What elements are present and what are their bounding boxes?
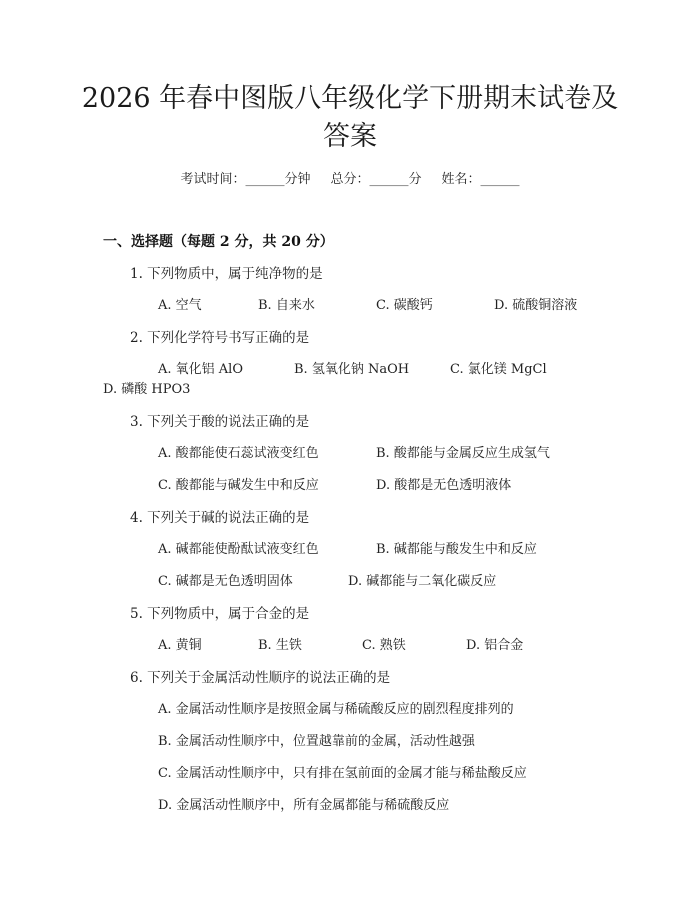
- q2-option-b: B. 氢氧化钠 NaOH: [294, 362, 410, 377]
- q4-option-d: D. 碱都能与二氧化碳反应: [348, 574, 497, 589]
- q3-option-b: B. 酸都能与金属反应生成氢气: [376, 446, 550, 461]
- student-name: 姓名：______: [441, 172, 520, 187]
- exam-score: 总分：______分: [330, 172, 422, 187]
- q4-option-a: A. 碱都能使酚酞试液变红色: [158, 542, 319, 557]
- q4-option-b: B. 碱都能与酸发生中和反应: [376, 542, 537, 557]
- question-1: 1. 下列物质中，属于纯净物的是: [130, 266, 323, 282]
- q2-option-d: D. 磷酸 HPO3: [103, 382, 191, 397]
- q2-option-a: A. 氧化铝 AlO: [158, 362, 243, 377]
- question-3: 3. 下列关于酸的说法正确的是: [130, 414, 310, 430]
- q1-option-d: D. 硫酸铜溶液: [494, 298, 578, 313]
- page-title-line2: 答案: [323, 121, 377, 152]
- q2-option-c: C. 氯化镁 MgCl: [450, 362, 547, 377]
- q5-option-b: B. 生铁: [258, 638, 302, 653]
- q6-option-d: D. 金属活动性顺序中，所有金属都能与稀硫酸反应: [158, 798, 450, 813]
- question-4: 4. 下列关于碱的说法正确的是: [130, 510, 310, 526]
- q3-option-d: D. 酸都是无色透明液体: [376, 478, 512, 493]
- q3-option-a: A. 酸都能使石蕊试液变红色: [158, 446, 319, 461]
- page-title-line1: 2026 年春中图版八年级化学下册期末试卷及: [81, 83, 619, 114]
- q1-option-a: A. 空气: [158, 298, 202, 313]
- q6-option-b: B. 金属活动性顺序中，位置越靠前的金属，活动性越强: [158, 734, 475, 749]
- q4-option-c: C. 碱都是无色透明固体: [158, 574, 293, 589]
- question-6: 6. 下列关于金属活动性顺序的说法正确的是: [130, 670, 391, 686]
- q6-option-a: A. 金属活动性顺序是按照金属与稀硫酸反应的剧烈程度排列的: [158, 702, 514, 717]
- q1-option-c: C. 碳酸钙: [376, 298, 433, 313]
- exam-info: [0, 168, 700, 187]
- q5-option-d: D. 铝合金: [466, 638, 524, 653]
- q3-option-c: C. 酸都能与碱发生中和反应: [158, 478, 319, 493]
- question-2: 2. 下列化学符号书写正确的是: [130, 330, 310, 346]
- q1-option-b: B. 自来水: [258, 298, 315, 313]
- exam-time: 考试时间：______分钟: [180, 172, 311, 187]
- question-5: 5. 下列物质中，属于合金的是: [130, 606, 310, 622]
- q5-option-c: C. 熟铁: [362, 638, 406, 653]
- section-heading: 一、选择题（每题 2 分，共 20 分）: [103, 234, 334, 250]
- q5-option-a: A. 黄铜: [158, 638, 202, 653]
- q6-option-c: C. 金属活动性顺序中，只有排在氢前面的金属才能与稀盐酸反应: [158, 766, 527, 781]
